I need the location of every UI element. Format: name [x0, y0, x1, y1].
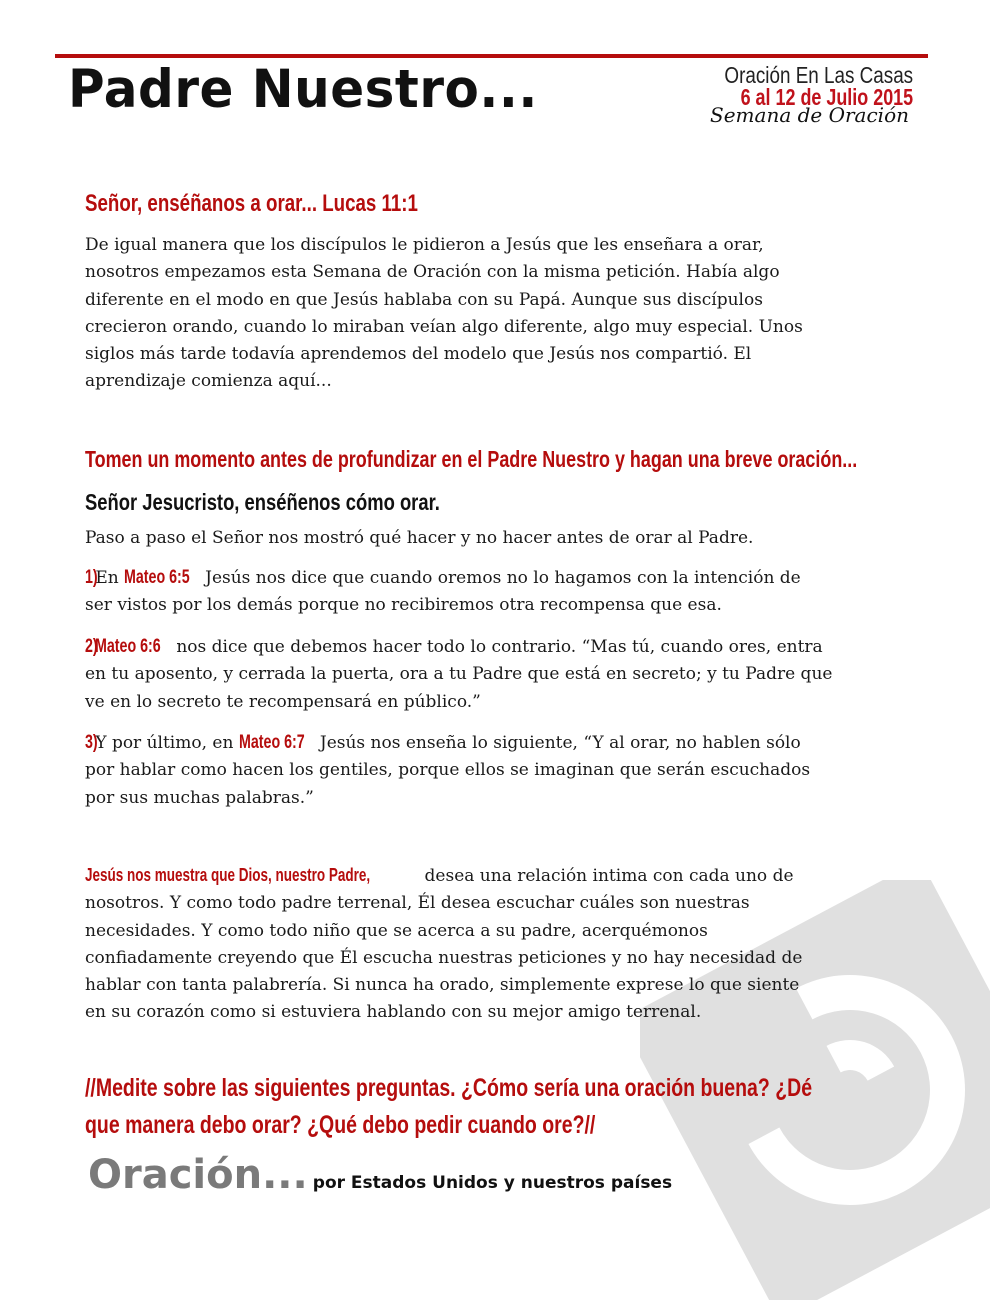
relationship-paragraph	[85, 862, 802, 1027]
text-line: Jesús nos dice que cuando oremos no lo hagamos con la intención de	[205, 568, 801, 588]
page-title: Padre Nuestro...	[68, 58, 538, 120]
point-number: 1)	[85, 567, 98, 588]
text-line: nosotros empezamos esta Semana de Oración con la misma petición. Había algo	[85, 262, 780, 283]
scripture-ref: Mateo 6:6	[95, 636, 162, 657]
text-line: ser vistos por los demás porque no recibiremos otra recompensa que esa.	[85, 595, 722, 616]
text-line: nosotros. Y como todo padre terrenal, Él desea escuchar cuáles son nuestras	[85, 893, 750, 914]
steps-intro: Paso a paso el Señor nos mostró qué hacer y no hacer antes de orar al Padre.	[85, 528, 754, 548]
prayer-topic: por Estados Unidos y nuestros países	[312, 1173, 673, 1193]
scripture-ref: Mateo 6:7	[238, 732, 305, 753]
point-3	[85, 729, 810, 812]
text-line: nos dice que debemos hacer todo lo contrario. “Mas tú, cuando ores, entra	[176, 637, 823, 657]
text-line: desea una relación intima con cada uno de	[424, 866, 794, 886]
text-line: De igual manera que los discípulos le pidieron a Jesús que les enseñara a orar,	[85, 235, 764, 255]
text-line: diferente en el modo en que Jesús hablaba con su Papá. Aunque sus discípulos	[85, 289, 763, 310]
text-line: por sus muchas palabras.”	[85, 787, 314, 808]
intro-paragraph	[85, 232, 803, 396]
text-line: necesidades. Y como todo niño que se acerca a su padre, acerquémonos	[85, 920, 708, 941]
point-number: 2)	[85, 636, 98, 657]
event-title: Oración En Las Casas	[724, 62, 913, 88]
text-line: por hablar como hacen los gentiles, porque ellos se imaginan que serán escuchados	[85, 760, 811, 781]
text-line: ve en lo secreto te recompensará en público.”	[85, 691, 481, 712]
header-event-info	[683, 64, 913, 125]
section-heading-lucas: Señor, enséñanos a orar... Lucas 11:1	[85, 190, 418, 217]
scripture-ref: Mateo 6:5	[124, 567, 190, 588]
point-pre: Y por último, en	[95, 733, 234, 753]
meditate-line-1: //Medite sobre las siguientes preguntas. ¿Cómo sería una oración buena? ¿Dé	[85, 1074, 813, 1102]
text-line: aprendizaje comienza aquí...	[85, 371, 332, 392]
prayer-focus	[88, 1152, 672, 1198]
meditate-line-2: que manera debo orar? ¿Qué debo pedir cuando ore?//	[85, 1111, 596, 1139]
event-subtitle: Semana de Oración	[710, 103, 909, 127]
point-2	[85, 633, 832, 716]
point-1	[85, 564, 801, 620]
prayer-subheading: Señor Jesucristo, enséñenos cómo orar.	[85, 489, 440, 515]
prayer-heading: Oración...	[88, 1152, 308, 1198]
text-line: crecieron orando, cuando lo miraban veían algo diferente, algo muy especial. Unos	[85, 316, 803, 337]
point-number: 3)	[85, 732, 98, 753]
text-line: en tu aposento, y cerrada la puerta, ora a tu Padre que está en secreto; y tu Padre que	[85, 664, 833, 685]
text-line: Jesús nos enseña lo siguiente, “Y al orar, no hablen sólo	[319, 733, 801, 753]
event-dates: 6 al 12 de Julio 2015	[740, 84, 913, 110]
header-rule	[55, 54, 928, 58]
lead-phrase: Jesús nos muestra que Dios, nuestro Padre,	[85, 865, 371, 885]
text-line: en su corazón como si estuviera hablando con su mejor amigo terrenal.	[85, 1002, 702, 1023]
point-pre: En	[95, 568, 119, 588]
text-line: confiadamente creyendo que Él escucha nuestras peticiones y no hay necesidad de	[85, 947, 803, 968]
text-line: siglos más tarde todavía aprendemos del modelo que Jesús nos compartió. El	[85, 344, 752, 365]
text-line: hablar con tanta palabrería. Si nunca ha orado, simplemente exprese lo que siente	[85, 975, 800, 996]
section-heading-prayer: Tomen un momento antes de profundizar en el Padre Nuestro y hagan una breve oración...	[85, 446, 858, 472]
